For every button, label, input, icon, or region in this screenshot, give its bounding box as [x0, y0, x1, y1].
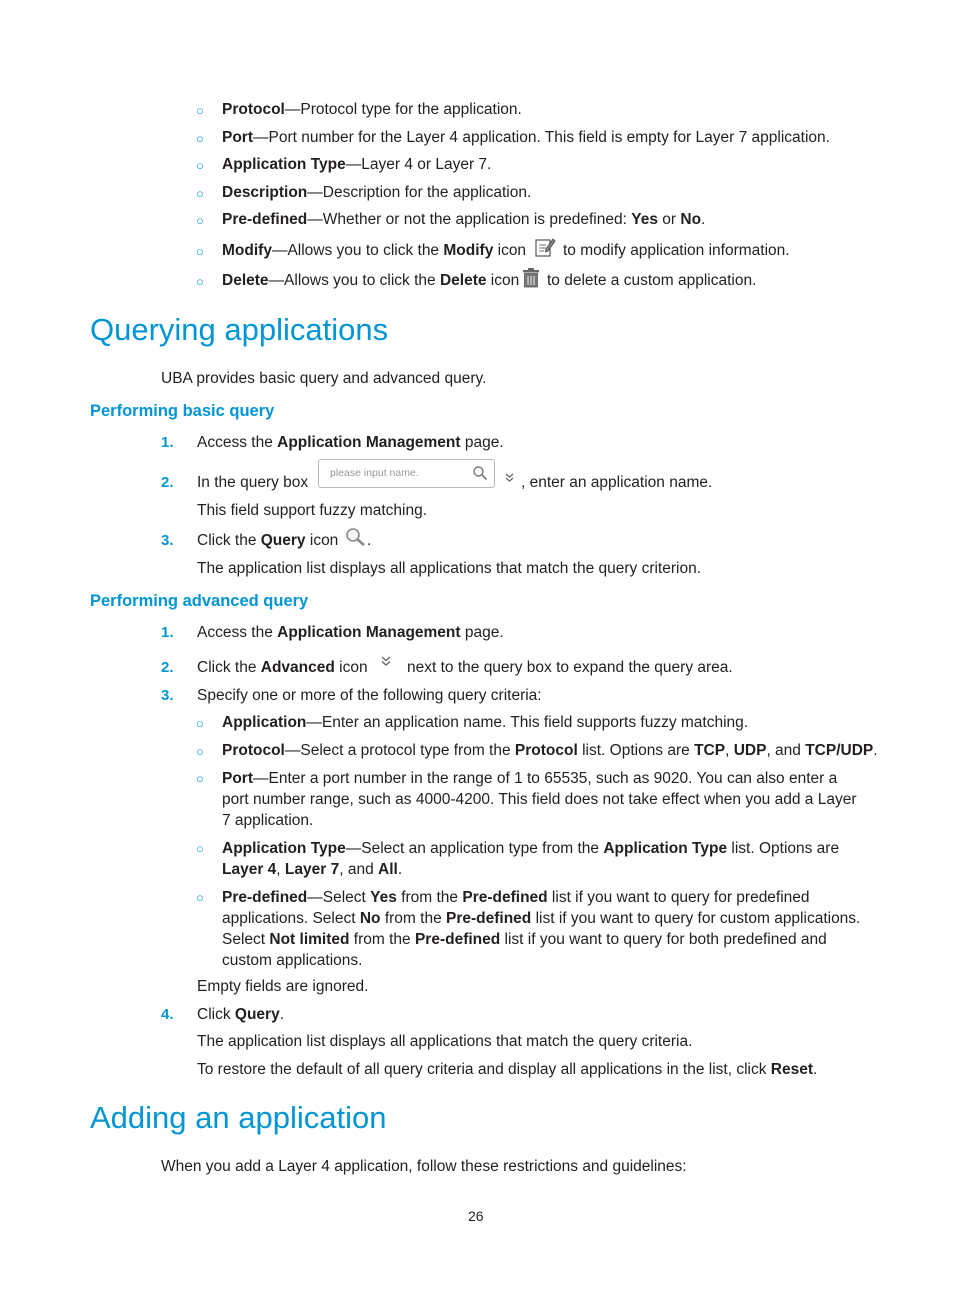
bullet: ○ [196, 716, 204, 731]
bullet: ○ [196, 841, 204, 856]
criterion-item: Application Type—Select an application type from the Application Type list. Options are Layer 4, Layer 7, and All. [222, 840, 840, 878]
list-item: Protocol—Protocol type for the application. [222, 101, 522, 118]
page-number: 26 [468, 1208, 484, 1224]
step-number: 4. [161, 1006, 174, 1023]
trash-icon [522, 267, 540, 288]
bullet: ○ [196, 771, 204, 786]
step-note: This field support fuzzy matching. [197, 502, 428, 519]
bullet: ○ [196, 890, 204, 905]
bullet: ○ [196, 131, 204, 146]
section-title-adding: Adding an application [90, 1100, 387, 1135]
step-number: 1. [161, 434, 174, 451]
section-title-querying: Querying applications [90, 312, 389, 347]
list-item-tail: to modify application information. [563, 242, 790, 259]
intro-text: UBA provides basic query and advanced query. [161, 370, 487, 387]
step-text: Click the Query icon [197, 532, 339, 549]
list-item: Pre-defined—Whether or not the application is predefined: Yes or No. [222, 211, 706, 228]
step-text-tail: next to the query box to expand the query area. [407, 659, 733, 676]
list-item: Port—Port number for the Layer 4 application. This field is empty for Layer 7 application. [222, 129, 830, 146]
list-item: Delete—Allows you to click the Delete icon [222, 272, 520, 289]
step-text-end: . [367, 532, 372, 549]
intro-text: When you add a Layer 4 application, follow these restrictions and guidelines: [161, 1158, 687, 1175]
step-number: 2. [161, 659, 174, 676]
step-text: In the query box [197, 474, 309, 491]
bullet: ○ [196, 274, 204, 289]
query-placeholder: please input name. [330, 467, 419, 479]
bullet: ○ [196, 158, 204, 173]
bullet: ○ [196, 744, 204, 759]
step-note: To restore the default of all query criteria and display all applications in the list, click Reset. [197, 1061, 818, 1078]
step-number: 2. [161, 474, 174, 491]
step-note: The application list displays all applications that match the query criteria. [197, 1033, 693, 1050]
step-text: Access the Application Management page. [197, 624, 504, 641]
list-item: Modify—Allows you to click the Modify icon [222, 242, 527, 259]
magnifier-icon [345, 527, 367, 547]
bullet: ○ [196, 186, 204, 201]
edit-icon [534, 236, 556, 258]
step-number: 3. [161, 687, 174, 704]
criterion-item: Port—Enter a port number in the range of 1 to 65535, such as 9020. You can also enter a port number range, such as 4000-4200. This field does not take effect when you add a Layer 7 application. [222, 770, 857, 829]
query-box-image [318, 459, 495, 488]
step-text: Specify one or more of the following query criteria: [197, 687, 542, 704]
double-chevron-down-icon [504, 472, 515, 484]
step-number: 3. [161, 532, 174, 549]
step-text-tail: , enter an application name. [521, 474, 713, 491]
bullet: ○ [196, 213, 204, 228]
double-chevron-down-icon [380, 655, 392, 668]
step-text: Click the Advanced icon [197, 659, 368, 676]
bullet: ○ [196, 103, 204, 118]
step-note: Empty fields are ignored. [197, 978, 369, 995]
bullet: ○ [196, 244, 204, 259]
criterion-item: Application—Enter an application name. This field supports fuzzy matching. [222, 714, 749, 731]
list-item-tail: to delete a custom application. [547, 272, 757, 289]
step-text: Access the Application Management page. [197, 434, 504, 451]
step-number: 1. [161, 624, 174, 641]
step-text: Click Query. [197, 1006, 285, 1023]
criterion-item: Pre-defined—Select Yes from the Pre-defined list if you want to query for predefined applications. Select No from the Pre-defined list if you want to query for custom applications. Select Not limited from the Pre-defined list if you want to query for both predefined and custom applications. [222, 889, 861, 969]
step-note: The application list displays all applications that match the query criterion. [197, 560, 702, 577]
subsection-title-basic: Performing basic query [90, 402, 275, 420]
list-item: Application Type—Layer 4 or Layer 7. [222, 156, 492, 173]
criterion-item: Protocol—Select a protocol type from the Protocol list. Options are TCP, UDP, and TCP/UDP. [222, 742, 878, 759]
list-item: Description—Description for the application. [222, 184, 532, 201]
subsection-title-advanced: Performing advanced query [90, 592, 309, 610]
search-icon [472, 465, 488, 481]
